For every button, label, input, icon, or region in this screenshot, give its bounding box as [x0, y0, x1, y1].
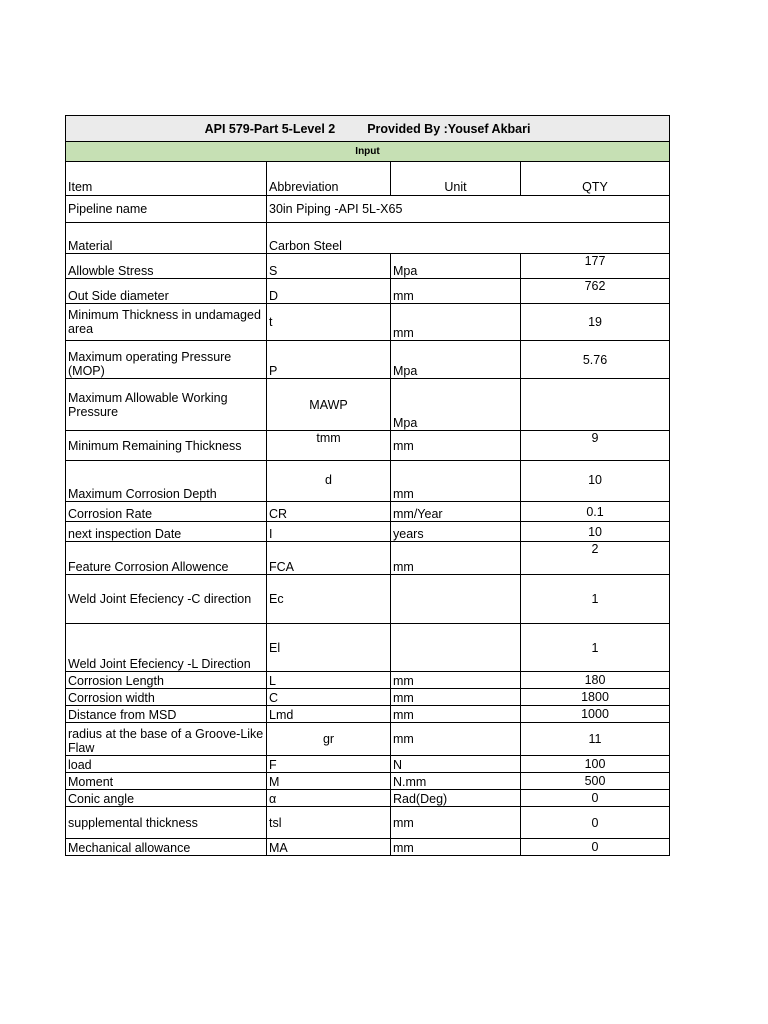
table-row [66, 839, 670, 856]
item-cell: Distance from MSD [66, 706, 267, 723]
table-row [66, 624, 670, 672]
unit-cell: mm [391, 431, 521, 461]
table-row [66, 723, 670, 756]
table-row [66, 341, 670, 379]
qty-cell: 2 [521, 542, 670, 575]
table-row [66, 689, 670, 706]
abbreviation-cell: tmm [267, 431, 391, 461]
sheet-provider: Provided By :Yousef Akbari [367, 121, 531, 136]
section-row [66, 142, 670, 162]
unit-cell: mm [391, 689, 521, 706]
column-header-qty: QTY [521, 162, 670, 196]
abbreviation-cell: P [267, 341, 391, 379]
item-cell: Allowble Stress [66, 254, 267, 279]
abbreviation-cell: L [267, 672, 391, 689]
qty-cell: 500 [521, 773, 670, 790]
unit-cell: mm [391, 839, 521, 856]
item-cell: Material [66, 223, 267, 254]
unit-cell: N [391, 756, 521, 773]
sheet-title: API 579-Part 5-Level 2 [204, 121, 336, 136]
item-cell: Minimum Remaining Thickness [66, 431, 267, 461]
abbreviation-cell: α [267, 790, 391, 807]
abbreviation-cell: 30in Piping -API 5L-X65 [267, 196, 670, 223]
item-cell: Maximum Allowable Working Pressure [66, 379, 267, 431]
item-cell: supplemental thickness [66, 807, 267, 839]
unit-cell [391, 575, 521, 624]
column-header-item: Item [66, 162, 267, 196]
qty-cell: 180 [521, 672, 670, 689]
abbreviation-cell: d [267, 461, 391, 502]
item-cell: Moment [66, 773, 267, 790]
qty-cell: 0 [521, 807, 670, 839]
api579-input-sheet [65, 115, 670, 856]
item-cell: Out Side diameter [66, 279, 267, 304]
qty-cell: 10 [521, 461, 670, 502]
qty-cell: 100 [521, 756, 670, 773]
unit-cell: years [391, 522, 521, 542]
abbreviation-cell: C [267, 689, 391, 706]
qty-cell: 1800 [521, 689, 670, 706]
abbreviation-cell: M [267, 773, 391, 790]
table-row [66, 756, 670, 773]
item-cell: Mechanical allowance [66, 839, 267, 856]
table-row [66, 304, 670, 341]
unit-cell: mm/Year [391, 502, 521, 522]
qty-cell: 1 [521, 575, 670, 624]
qty-cell: 0.1 [521, 502, 670, 522]
item-cell: Maximum Corrosion Depth [66, 461, 267, 502]
column-header-unit: Unit [391, 162, 521, 196]
table-row [66, 502, 670, 522]
qty-cell: 19 [521, 304, 670, 341]
item-cell: Pipeline name [66, 196, 267, 223]
qty-cell: 762 [521, 279, 670, 304]
item-cell: Maximum operating Pressure (MOP) [66, 341, 267, 379]
unit-cell: mm [391, 461, 521, 502]
table-row [66, 431, 670, 461]
abbreviation-cell: F [267, 756, 391, 773]
column-header-row [66, 162, 670, 196]
unit-cell: Mpa [391, 379, 521, 431]
unit-cell: Rad(Deg) [391, 790, 521, 807]
abbreviation-cell: I [267, 522, 391, 542]
item-cell: Corrosion Rate [66, 502, 267, 522]
abbreviation-cell: MAWP [267, 379, 391, 431]
table-row [66, 522, 670, 542]
item-cell: Corrosion width [66, 689, 267, 706]
qty-cell: 0 [521, 790, 670, 807]
abbreviation-cell: gr [267, 723, 391, 756]
item-cell: Minimum Thickness in undamaged area [66, 304, 267, 341]
table-row [66, 461, 670, 502]
table-row [66, 575, 670, 624]
table-row [66, 196, 670, 223]
item-cell: Corrosion Length [66, 672, 267, 689]
unit-cell [391, 624, 521, 672]
abbreviation-cell: El [267, 624, 391, 672]
table-row [66, 672, 670, 689]
qty-cell: 10 [521, 522, 670, 542]
column-header-abbreviation: Abbreviation [267, 162, 391, 196]
qty-cell: 1 [521, 624, 670, 672]
abbreviation-cell: MA [267, 839, 391, 856]
title-cell [66, 116, 670, 142]
table-row [66, 223, 670, 254]
abbreviation-cell: FCA [267, 542, 391, 575]
table-row [66, 542, 670, 575]
table-row [66, 773, 670, 790]
qty-cell: 11 [521, 723, 670, 756]
qty-cell: 1000 [521, 706, 670, 723]
table-row [66, 279, 670, 304]
item-cell: Weld Joint Efeciency -C direction [66, 575, 267, 624]
abbreviation-cell: t [267, 304, 391, 341]
unit-cell: mm [391, 542, 521, 575]
abbreviation-cell: Carbon Steel [267, 223, 670, 254]
unit-cell: mm [391, 807, 521, 839]
qty-cell: 0 [521, 839, 670, 856]
unit-cell: mm [391, 304, 521, 341]
item-cell: radius at the base of a Groove-Like Flaw [66, 723, 267, 756]
table-row [66, 254, 670, 279]
table-row [66, 790, 670, 807]
unit-cell: N.mm [391, 773, 521, 790]
unit-cell: Mpa [391, 254, 521, 279]
unit-cell: mm [391, 672, 521, 689]
item-cell: next inspection Date [66, 522, 267, 542]
item-cell: Weld Joint Efeciency -L Direction [66, 624, 267, 672]
item-cell: load [66, 756, 267, 773]
unit-cell: mm [391, 279, 521, 304]
abbreviation-cell: Lmd [267, 706, 391, 723]
qty-cell: 9 [521, 431, 670, 461]
unit-cell: mm [391, 706, 521, 723]
table-row [66, 379, 670, 431]
unit-cell: Mpa [391, 341, 521, 379]
table-row [66, 807, 670, 839]
qty-cell: 177 [521, 254, 670, 279]
abbreviation-cell: S [267, 254, 391, 279]
section-label: Input [66, 142, 670, 162]
table-row [66, 706, 670, 723]
abbreviation-cell: Ec [267, 575, 391, 624]
qty-cell: 5.76 [521, 341, 670, 379]
abbreviation-cell: D [267, 279, 391, 304]
unit-cell: mm [391, 723, 521, 756]
qty-cell [521, 379, 670, 431]
item-cell: Feature Corrosion Allowence [66, 542, 267, 575]
item-cell: Conic angle [66, 790, 267, 807]
abbreviation-cell: tsl [267, 807, 391, 839]
abbreviation-cell: CR [267, 502, 391, 522]
title-row [66, 116, 670, 142]
